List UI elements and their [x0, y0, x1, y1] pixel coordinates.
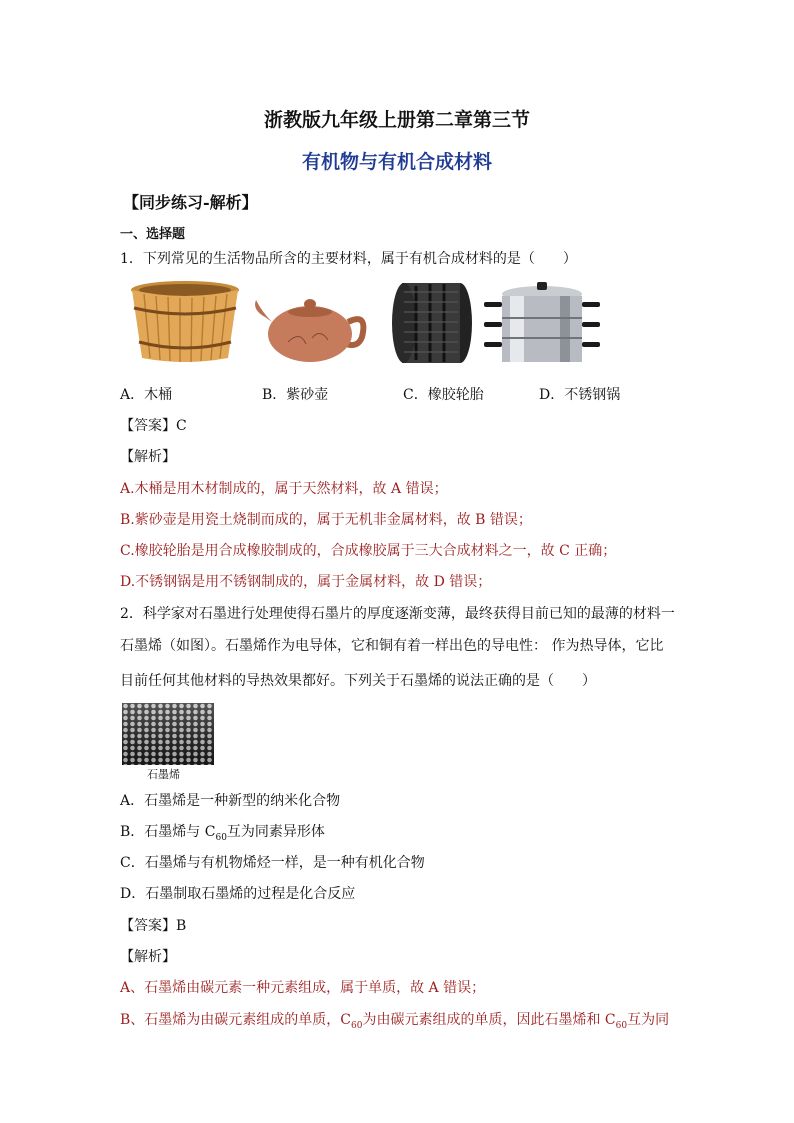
q1-analysis-b: B.紫砂壶是用瓷土烧制而成的，属于无机非金属材料，故 B 错误；: [120, 512, 532, 528]
section-label: 【同步练习-解析】: [123, 193, 258, 212]
q2-stem-line-3: 目前任何其他材料的导热效果都好。下列关于石墨烯的说法正确的是（ ）: [120, 673, 596, 689]
page-title: 浙教版九年级上册第二章第三节: [263, 109, 530, 131]
q1-option-c: C．橡胶轮胎: [403, 387, 484, 403]
wooden-bucket-image: [130, 280, 240, 365]
q2-stem-line-2: 石墨烯（如图）。石墨烯作为电导体，它和铜有着一样出色的导电性： 作为热导体，它比: [120, 638, 664, 654]
q2-analysis-a: A、石墨烯由碳元素一种元素组成，属于单质，故 A 错误；: [120, 980, 486, 996]
q1-analysis-a: A.木桶是用木材制成的，属于天然材料，故 A 错误；: [120, 481, 448, 497]
q2-analysis-b: B、石墨烯为由碳元素组成的单质，$C_{60}$为由碳元素组成的单质，因此石墨烯和 $C_{60}$互为同: [120, 1012, 670, 1031]
teapot-image: [250, 282, 370, 367]
q1-option-d: D．不锈钢锅: [539, 387, 621, 403]
q2-option-b: B．石墨烯与 $C_{60}$互为同素异形体: [120, 824, 325, 843]
q2-option-c: C．石墨烯与有机物烯烃一样，是一种有机化合物: [120, 855, 425, 871]
q1-analysis-d: D.不锈钢锅是用不锈钢制成的，属于金属材料，故 D 错误；: [120, 574, 492, 590]
q1-analysis-c: C.橡胶轮胎是用合成橡胶制成的，合成橡胶属于三大合成材料之一，故 C 正确；: [120, 543, 617, 559]
q2-stem-line-1: 2．科学家对石墨进行处理使得石墨片的厚度逐渐变薄，最终获得目前已知的最薄的材料一: [120, 606, 675, 622]
page-subtitle: 有机物与有机合成材料: [301, 151, 492, 173]
tire-image: [392, 280, 474, 366]
graphene-image: [122, 703, 214, 765]
q2-option-a: A．石墨烯是一种新型的纳米化合物: [120, 793, 341, 809]
part-label: 一、选择题: [120, 227, 186, 242]
graphene-caption: 石墨烯: [147, 768, 180, 781]
q2-analysis-label: 【解析】: [120, 949, 176, 965]
q2-option-d: D．石墨制取石墨烯的过程是化合反应: [120, 886, 356, 902]
q1-analysis-label: 【解析】: [120, 449, 176, 465]
q1-answer: 【答案】C: [120, 418, 187, 434]
steamer-pot-image: [482, 278, 602, 368]
q1-stem: 1．下列常见的生活物品所含的主要材料，属于有机合成材料的是（ ）: [120, 251, 577, 267]
q2-answer: 【答案】B: [120, 918, 187, 934]
q1-option-b: B．紫砂壶: [262, 387, 329, 403]
q1-option-a: A．木桶: [120, 387, 173, 403]
